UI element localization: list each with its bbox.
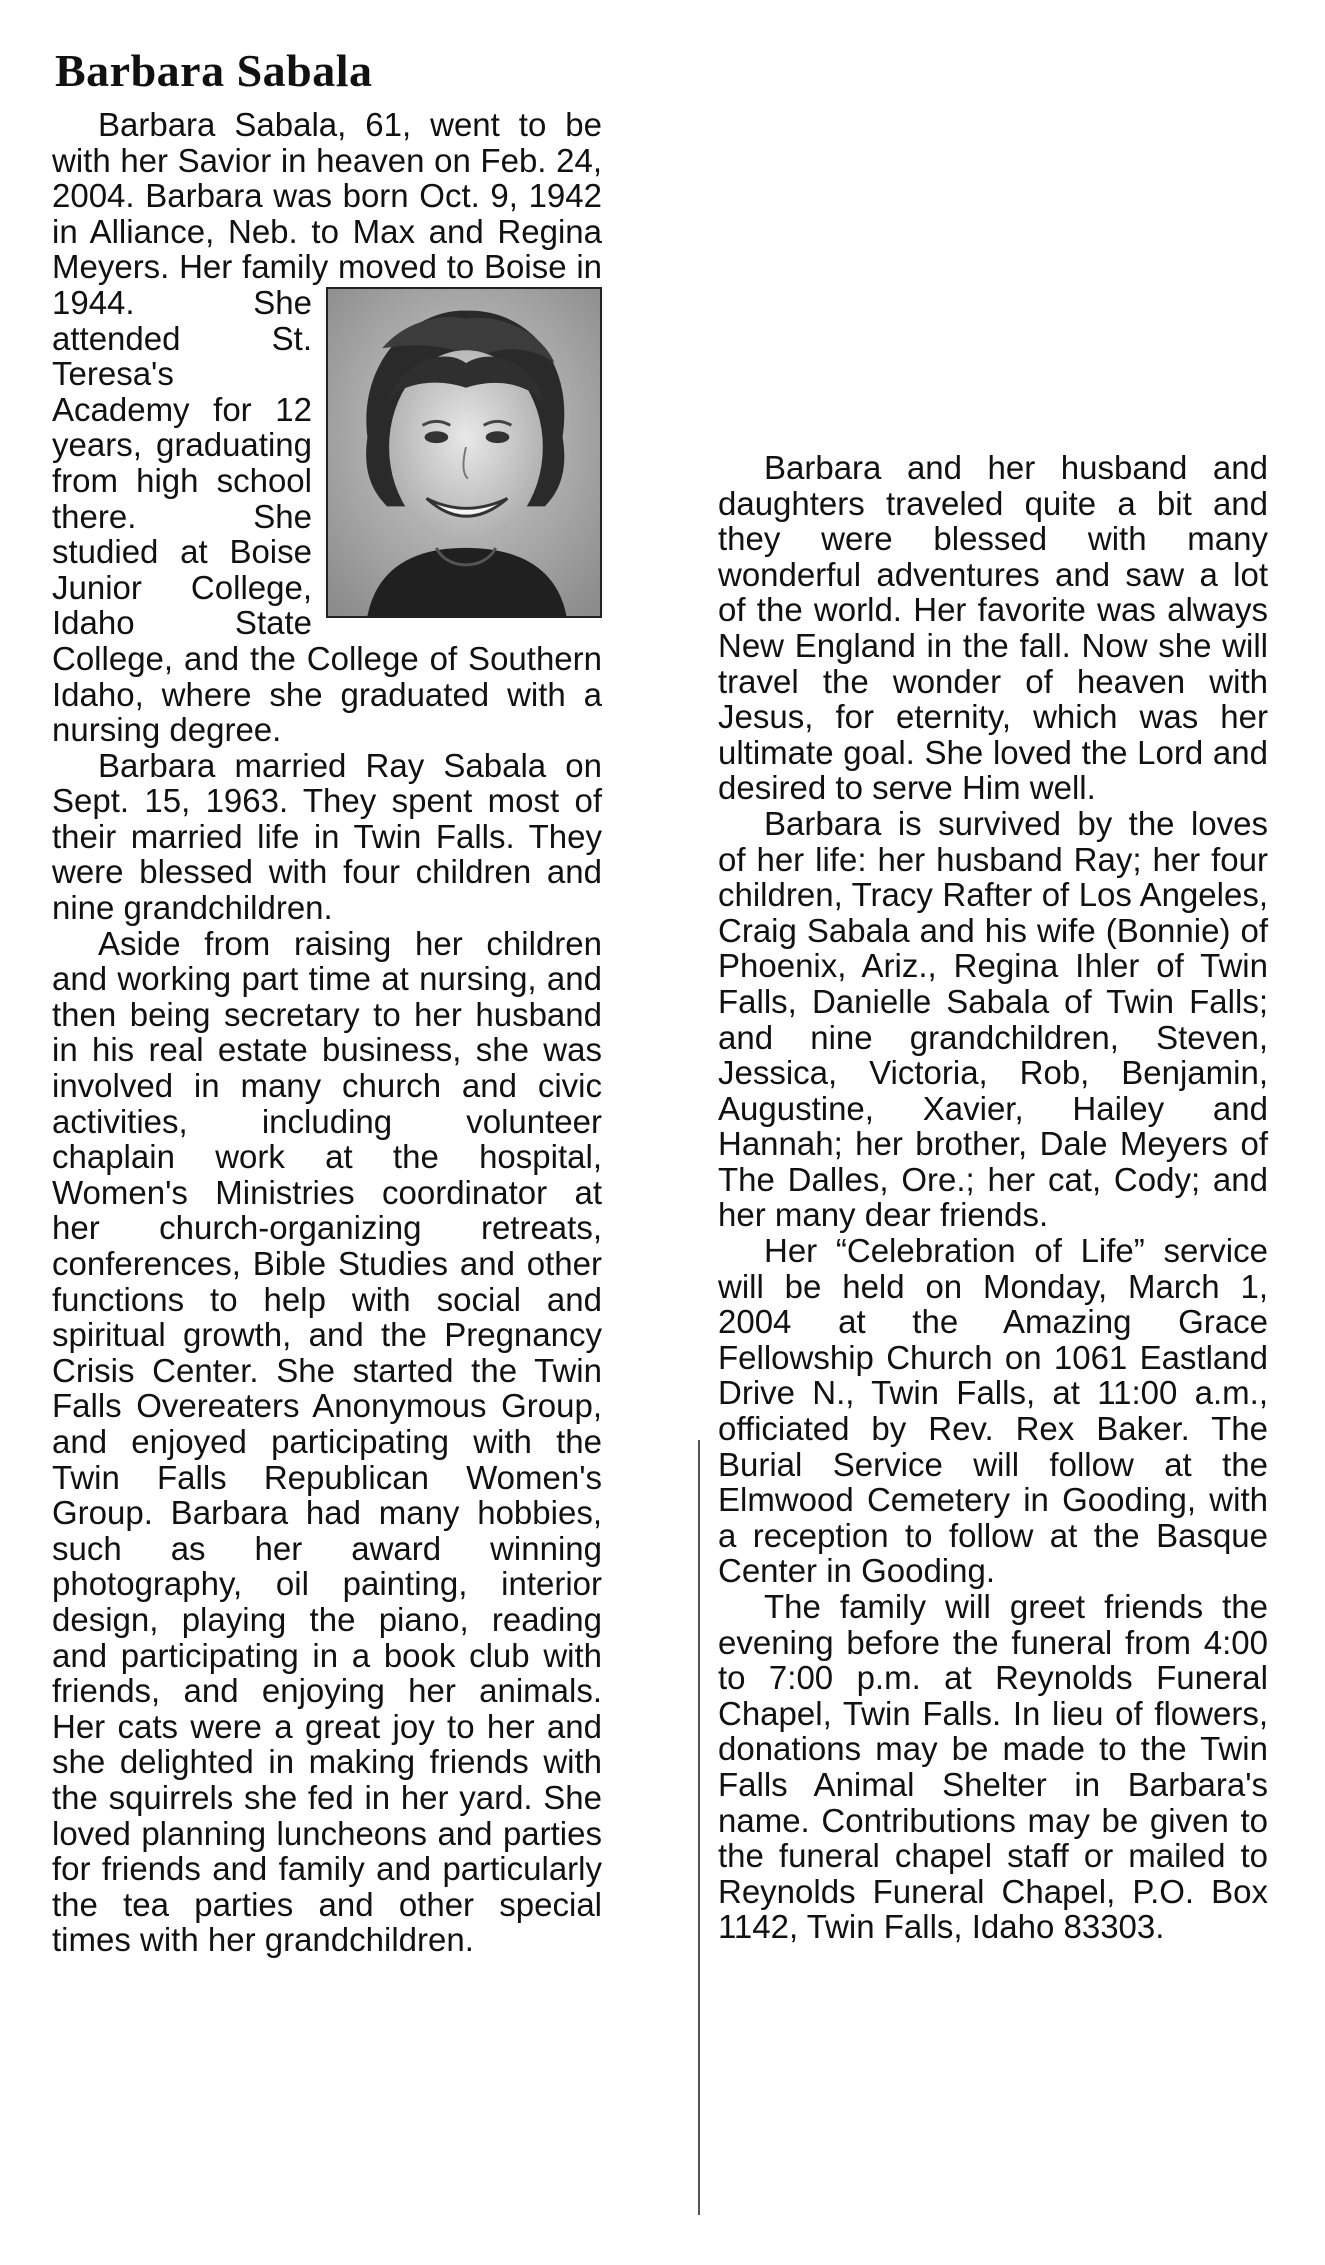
obituary-paragraph: Barbara married Ray Sabala on Sept. 15, 1963. They spent most of their married life in Twin Falls. They were blessed with four children and nine grandchildren. <box>52 746 602 927</box>
obituary-paragraph: Barbara is survived by the loves of her life: her husband Ray; her four children, Tracy Rafter of Los Angeles, Craig Sabala and his wife (Bonnie) of Phoenix, Ariz., Regina Ihler of Twin Falls, Danielle Sabala of Twin Falls; and nine grandchildren, Steven, Jessica, Victoria, Rob, Benjamin, Augustine, Xavier, Hailey and Hannah; her brother, Dale Meyers of The Dalles, Ore.; her cat, Cody; and her many dear friends. <box>718 804 1268 1234</box>
column-divider <box>698 1440 700 2215</box>
obituary-paragraph: Aside from raising her children and working part time at nursing, and then being secretary to her husband in his real estate business, she was involved in many church and civic activities, including volunteer chaplain work at the hospital, Women's Ministries coordinator at her church-organizing retreats, conferences, Bible Studies and other functions to help with social and spiritual growth, and the Pregnancy Crisis Center. She started the Twin Falls Overeaters Anonymous Group, and enjoyed participating with the Twin Falls Republican Women's Group. Barbara had many hobbies, such as her award winning photography, oil painting, interior design, playing the piano, reading and participating in a book club with friends, and enjoying her animals. Her cats were a great joy to her and she delighted in making friends with the squirrels she fed in her yard. She loved planning luncheons and parties for friends and family and particularly the tea parties and other special times with her grandchildren. <box>52 924 602 1959</box>
obituary-paragraph: Barbara Sabala, 61, went to be with her Savior in heaven on Feb. 24, 2004. Barbara was born Oct. 9, 1942 in Alliance, Neb. to Max and Regina Meyers. Her family moved to Boise in 1944. She attended St. Teresa's Academy for 12 years, graduating from high school there. She studied at Boise Junior College, Idaho State College, and the College of Southern Idaho, where she graduated with a nursing degree. <box>52 106 602 749</box>
obituary-paragraph: Barbara and her husband and daughters traveled quite a bit and they were blessed with many wonderful adventures and saw a lot of the world. Her favorite was always New England in the fall. Now she will travel the wonder of heaven with Jesus, for eternity, which was her ultimate goal. She loved the Lord and desired to serve Him well. <box>718 449 1268 807</box>
portrait-photo <box>326 287 602 618</box>
portrait-image <box>328 289 600 616</box>
obituary-paragraph: Her “Celebration of Life” service will be held on Monday, March 1, 2004 at the Amazing Grace Fellowship Church on 1061 Eastland Drive N., Twin Falls, at 11:00 a.m., officiated by Rev. Rex Baker. The Burial Service will follow at the Elmwood Cemetery in Gooding, with a reception to follow at the Basque Center in Gooding. <box>718 1232 1268 1590</box>
left-column <box>52 107 602 1958</box>
right-column <box>718 450 1268 1945</box>
obituary-headline: Barbara Sabala <box>55 45 373 96</box>
obituary-paragraph: The family will greet friends the evening before the funeral from 4:00 to 7:00 p.m. at Reynolds Funeral Chapel, Twin Falls. In lieu of flowers, donations may be made to the Twin Falls Animal Shelter in Barbara's name. Contributions may be given to the funeral chapel staff or mailed to Reynolds Funeral Chapel, P.O. Box 1142, Twin Falls, Idaho 83303. <box>718 1588 1268 1946</box>
